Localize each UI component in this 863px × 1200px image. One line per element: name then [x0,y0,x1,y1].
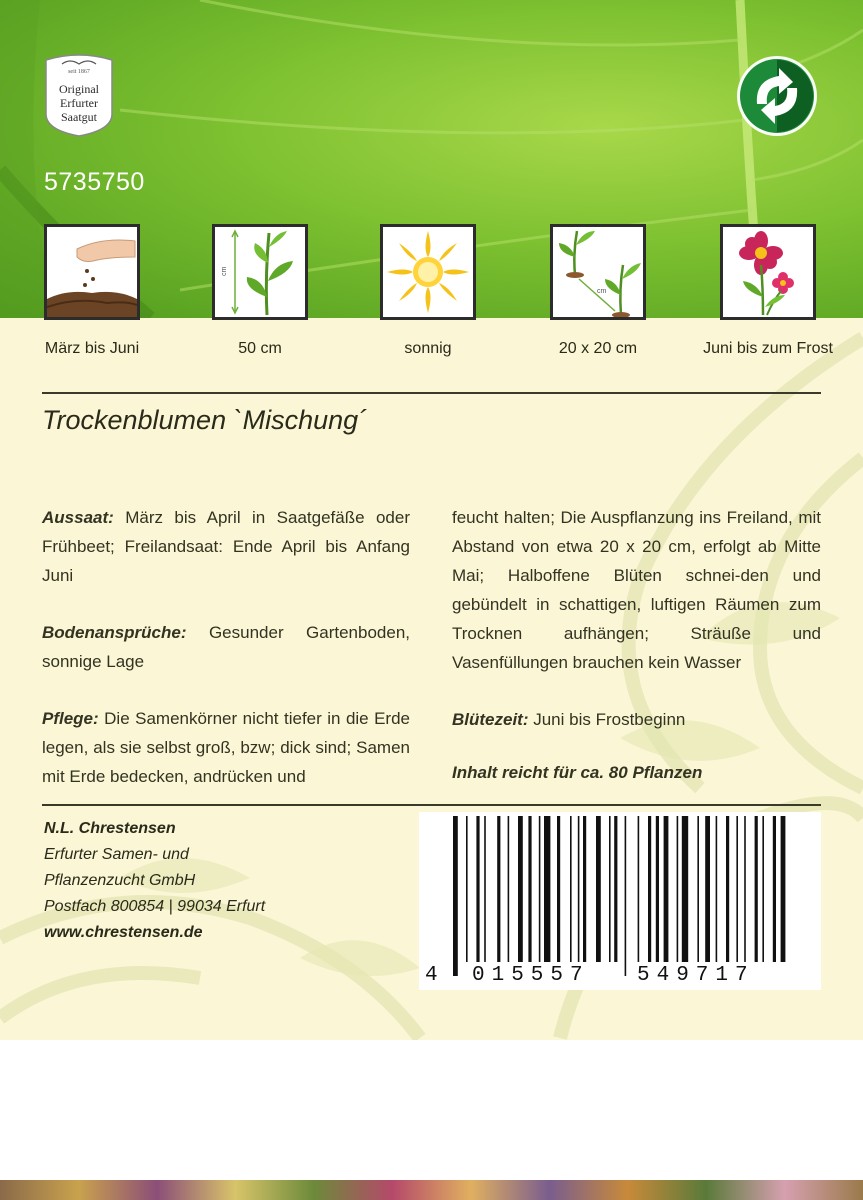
bluetezeit-text: Juni bis Frostbeginn [528,710,686,729]
original-erfurter-saatgut-badge [40,52,118,138]
badge-since: seit 1867 [68,69,90,75]
icon-label-sowing: März bis Juni [44,340,140,357]
icon-label-bloom: Juni bis zum Frost [703,340,833,357]
height-cm-label: cm [221,266,228,276]
aussaat-text: März bis April in Saatgefäße oder Frühbeet; Freilandsaat: Ende April bis Anfang Juni [42,508,410,585]
address-line-2: Pflanzenzucht GmbH [44,872,196,889]
icon-label-spacing: 20 x 20 cm [558,340,638,357]
contents-note: Inhalt reicht für ca. 80 Pflanzen [452,763,703,782]
pflege-paragraph [42,704,410,791]
green-dot-recycle-icon [735,54,819,138]
icon-label-sun: sonnig [404,340,452,357]
barcode-digits-right: 549717 [637,964,755,987]
flowers-strip [0,1180,863,1200]
icon-label-height: 50 cm [238,340,282,357]
address-line-3: Postfach 800854 | 99034 Erfurt [44,898,266,915]
aussaat-label: Aussaat: [42,508,114,527]
divider-bottom [42,804,821,806]
plant-height-icon [212,224,308,320]
right-text-column [452,503,821,815]
left-text-column [42,503,410,819]
plant-spacing-icon [550,224,646,320]
barcode-digits-left: 015557 [472,964,590,987]
pflege-text: Die Samenkörner nicht tiefer in die Erde legen, als sie selbst groß, bzw; dick sind; Samen mit Erde bedecken, andrücken und [42,709,410,786]
care-continued-paragraph: feucht halten; Die Auspflanzung ins Freiland, mit Abstand von etwa 20 x 20 cm, erfolgt ab Mitte Mai; Halboffene Blüten schnei-den und gebündelt in schattigen, luftigen Räumen zum Trocknen aufhängen; Sträuße und Vasenfüllungen brauchen kein Wasser [452,508,821,672]
website-link[interactable]: www.chrestensen.de [44,924,203,941]
badge-line-2: Erfurter [60,96,98,110]
company-name: N.L. Chrestensen [44,820,176,837]
bluetezeit-paragraph [452,705,821,734]
flower-bloom-icon [720,224,816,320]
badge-line-1: Original [59,82,99,96]
boden-text: Gesunder Gartenboden, sonnige Lage [42,623,410,671]
boden-paragraph [42,618,410,676]
pflege-label: Pflege: [42,709,99,728]
barcode-digit-first: 4 [425,964,445,987]
aussaat-paragraph [42,503,410,590]
badge-line-3: Saatgut [61,110,97,124]
product-title: Trockenblumen `Mischung´ [42,405,368,435]
article-number: 5735750 [44,168,145,196]
badge-label [40,82,118,124]
sowing-hand-icon [44,224,140,320]
spacing-cm-label: cm [597,288,607,295]
divider-top [42,392,821,394]
bluetezeit-label: Blütezeit: [452,710,529,729]
sun-icon [380,224,476,320]
address-block [44,816,265,946]
address-line-1: Erfurter Samen- und [44,846,189,863]
boden-label: Bodenansprüche: [42,623,187,642]
